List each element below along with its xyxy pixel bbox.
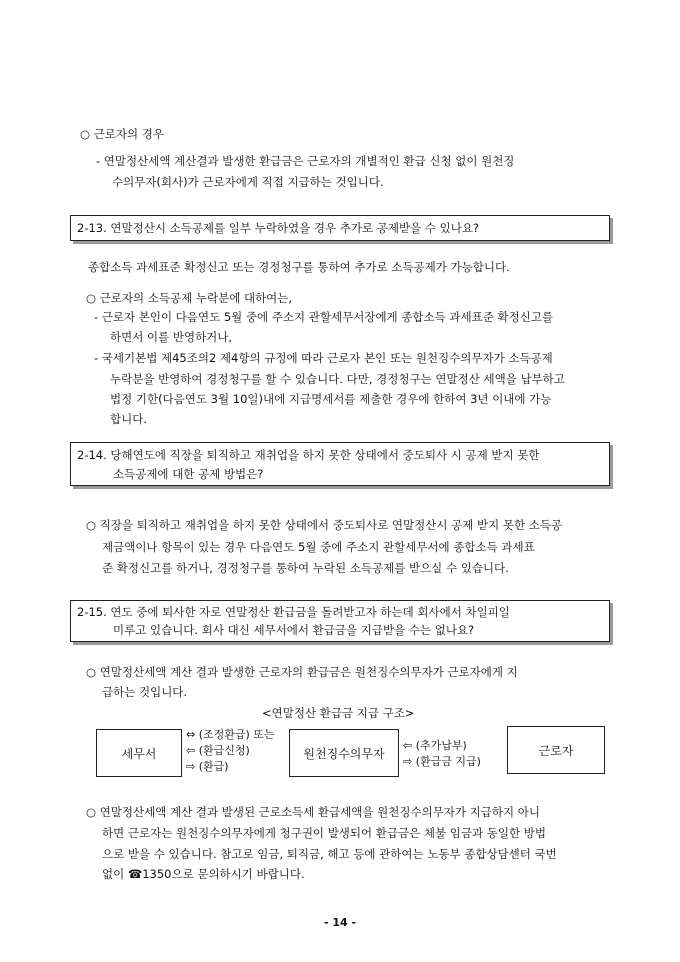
paragraph-line: 수의무자(회사)가 근로자에게 직접 지급하는 것입니다. — [112, 175, 384, 189]
diagram-title: <연말정산 환급금 지급 구조> — [262, 706, 415, 720]
arrow-label: ⇦ (환급신청) — [186, 744, 250, 757]
paragraph-line: - 연말정산세액 계산결과 발생한 환급금은 근로자의 개별적인 환급 신청 없이 원천징 — [96, 154, 515, 168]
question-box-2-14 — [70, 442, 610, 486]
paragraph-line: 합니다. — [110, 412, 147, 426]
page-number: - 14 - — [323, 916, 357, 929]
paragraph-line: 준 확정신고를 하거나, 경정청구를 통하여 누락된 소득공제를 받으실 수 있습니다. — [102, 561, 509, 575]
paragraph-line: 법정 기한(다음연도 3월 10일)내에 지급명세서를 제출한 경우에 한하여 3년 이내에 가능 — [110, 392, 552, 406]
paragraph-line: - 근로자 본인이 다음연도 5월 중에 주소지 관할세무서장에게 종합소득 과세표준 확정신고를 — [94, 310, 554, 324]
paragraph-line: 누락분을 반영하여 경정청구를 할 수 있습니다. 다만, 경정청구는 연말정산 세액을 납부하고 — [110, 372, 565, 386]
question-title-line2: 미루고 있습니다. 회사 대신 세무서에서 환급금을 지급받을 수는 없나요? — [113, 623, 475, 637]
paragraph-line: 제금액이나 항목이 있는 경우 다음연도 5월 중에 주소지 관할세무서에 종합소득 과세표 — [102, 540, 535, 554]
paragraph-line: 하면서 이를 반영하거나, — [110, 330, 233, 344]
node-withholder: 원천징수의무자 — [289, 729, 399, 777]
paragraph-line: 없이 ☎1350으로 문의하시기 바랍니다. — [102, 867, 305, 881]
section-heading: ○ 근로자의 경우 — [80, 127, 164, 141]
arrow-labels-right — [403, 738, 481, 770]
paragraph-line: ○ 연말정산세액 계산 결과 발생된 근로소득세 환급세액을 원천징수의무자가 지급하지 아니 — [86, 805, 540, 819]
paragraph-line: - 국세기본법 제45조의2 제4항의 규정에 따라 근로자 본인 또는 원천징수의무자가 소득공제 — [94, 351, 553, 365]
arrow-label: ⇨ (환급금 지급) — [403, 755, 481, 768]
question-title-line1: 2-15. 연도 중에 퇴사한 자로 연말정산 환급금을 돌려받고자 하는데 회사에서 차일피일 — [77, 605, 510, 619]
paragraph-line: ○ 연말정산세액 계산 결과 발생한 근로자의 환급금은 원천징수의무자가 근로자에게 지 — [86, 665, 518, 679]
paragraph-line: 하면 근로자는 원천징수의무자에게 청구권이 발생되어 환급금은 체불 임금과 동일한 방법 — [102, 826, 546, 840]
node-tax-office: 세무서 — [96, 729, 182, 777]
question-box-2-15 — [70, 600, 610, 642]
paragraph-line: ○ 직장을 퇴직하고 재취업을 하지 못한 상태에서 중도퇴사로 연말정산시 공제 받지 못한 소득공 — [86, 518, 563, 532]
bullet-heading: ○ 근로자의 소득공제 누락분에 대하여는, — [86, 291, 293, 305]
question-title-line2: 소득공제에 대한 공제 방법은? — [113, 467, 264, 481]
question-title: 2-13. 연말정산시 소득공제를 일부 누락하였을 경우 추가로 공제받을 수 있나요? — [77, 221, 480, 235]
arrow-labels-left — [186, 727, 275, 775]
question-box-2-13 — [70, 215, 610, 241]
answer-summary: 종합소득 과세표준 확정신고 또는 경정청구를 통하여 추가로 소득공제가 가능합니다. — [88, 260, 510, 274]
node-employee: 근로자 — [507, 726, 605, 774]
question-title-line1: 2-14. 당해연도에 직장을 퇴직하고 재취업을 하지 못한 상태에서 중도퇴사 시 공제 받지 못한 — [77, 448, 540, 462]
paragraph-line: 으로 받을 수 있습니다. 참고로 임금, 퇴직금, 해고 등에 관하여는 노동부 종합상담센터 국번 — [102, 847, 557, 861]
arrow-label: ⇔ (조정환급) 또는 — [186, 728, 275, 741]
arrow-label: ⇦ (추가납부) — [403, 739, 467, 752]
paragraph-line: 급하는 것입니다. — [102, 685, 188, 699]
arrow-label: ⇨ (환급) — [186, 760, 229, 773]
